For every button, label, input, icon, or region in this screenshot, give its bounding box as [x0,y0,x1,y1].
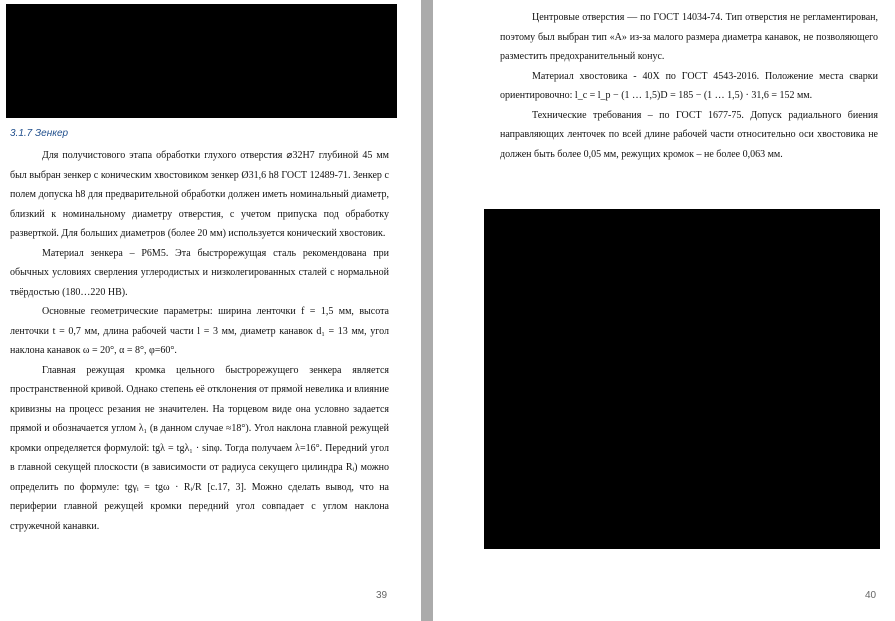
section-heading: 3.1.7 Зенкер [10,128,69,139]
redacted-block-figure [484,209,880,549]
paragraph: Для получистового этапа обработки глухого отверстия ⌀32Н7 глубиной 45 мм был выбран зенкер с коническим хвостовиком зенкер Ø31,6 h8 ГОСТ 12489-71. Зенкер с полем допуска h8 для предварительной обработки должен иметь номинальный диаметр, близкий к номинальному диаметру отверстия, с учетом припуска под обработку разверткой. Для больших диаметров (более 20 мм) используется конический хвостовик. [10,150,389,239]
document-page-40 [433,0,895,621]
left-page-body [10,146,389,536]
paragraph: Технические требования – по ГОСТ 1677-75. Допуск радиального биения направляющих ленточек по всей длине рабочей части относительно оси хвостовика не должен быть более 0,05 мм, режущих кромок – не более 0,063 мм. [500,109,878,160]
page-number: 39 [376,590,388,601]
paragraph: Материал хвостовика - 40Х по ГОСТ 4543-2016. Положение места сварки ориентировочно: l_c = l_p − (1 … 1,5)D = 185 − (1 … 1,5) · 31,6 = 152 мм. [500,70,878,101]
paragraph: Основные геометрические параметры: ширина ленточки f = 1,5 мм, высота ленточки t = 0,7 мм, длина рабочей части l = 3 мм, диаметр канавок d₁ = 13 мм, угол наклона канавок ω = 20°, α = 8°, φ=60°. [10,306,389,356]
page-number: 40 [865,590,877,601]
paragraph: Главная режущая кромка цельного быстрорежущего зенкера является пространственной кривой. Однако степень её отклонения от прямой невелика и влияние кривизны на процесс резания не значителен. На торцевом виде она условно задается прямой и обозначается углом λ₁ (в данном случае ≈18°). Угол наклона главной режущей кромки определяется формулой: tgλ = tgλ₁ · sinφ. Тогда получаем λ=16°. Передний угол в главной секущей плоскости (в зависимости от радиуса секущего цилиндра Rᵢ) можно определить по формуле: tgγᵢ = tgω · Rᵢ/R [с.17, 3]. Можно сделать вывод, что на периферии главной режущей кромки передний угол совпадает с углом наклона стружечной канавки. [10,364,389,532]
paragraph: Центровые отверстия — по ГОСТ 14034-74. Тип отверстия не регламентирован, поэтому был выбран тип «А» из-за малого размера диаметра канавок, не позволяющего разместить предохранительный конус. [500,12,878,62]
redacted-block-top [6,4,397,118]
right-page-body [500,8,878,164]
paragraph: Материал зенкера – Р6М5. Эта быстрорежущая сталь рекомендована при обычных условиях сверления углеродистых и низколегированных сталей с нормальной твёрдостью (180…220 НВ). [10,247,389,298]
document-page-39 [0,0,421,621]
